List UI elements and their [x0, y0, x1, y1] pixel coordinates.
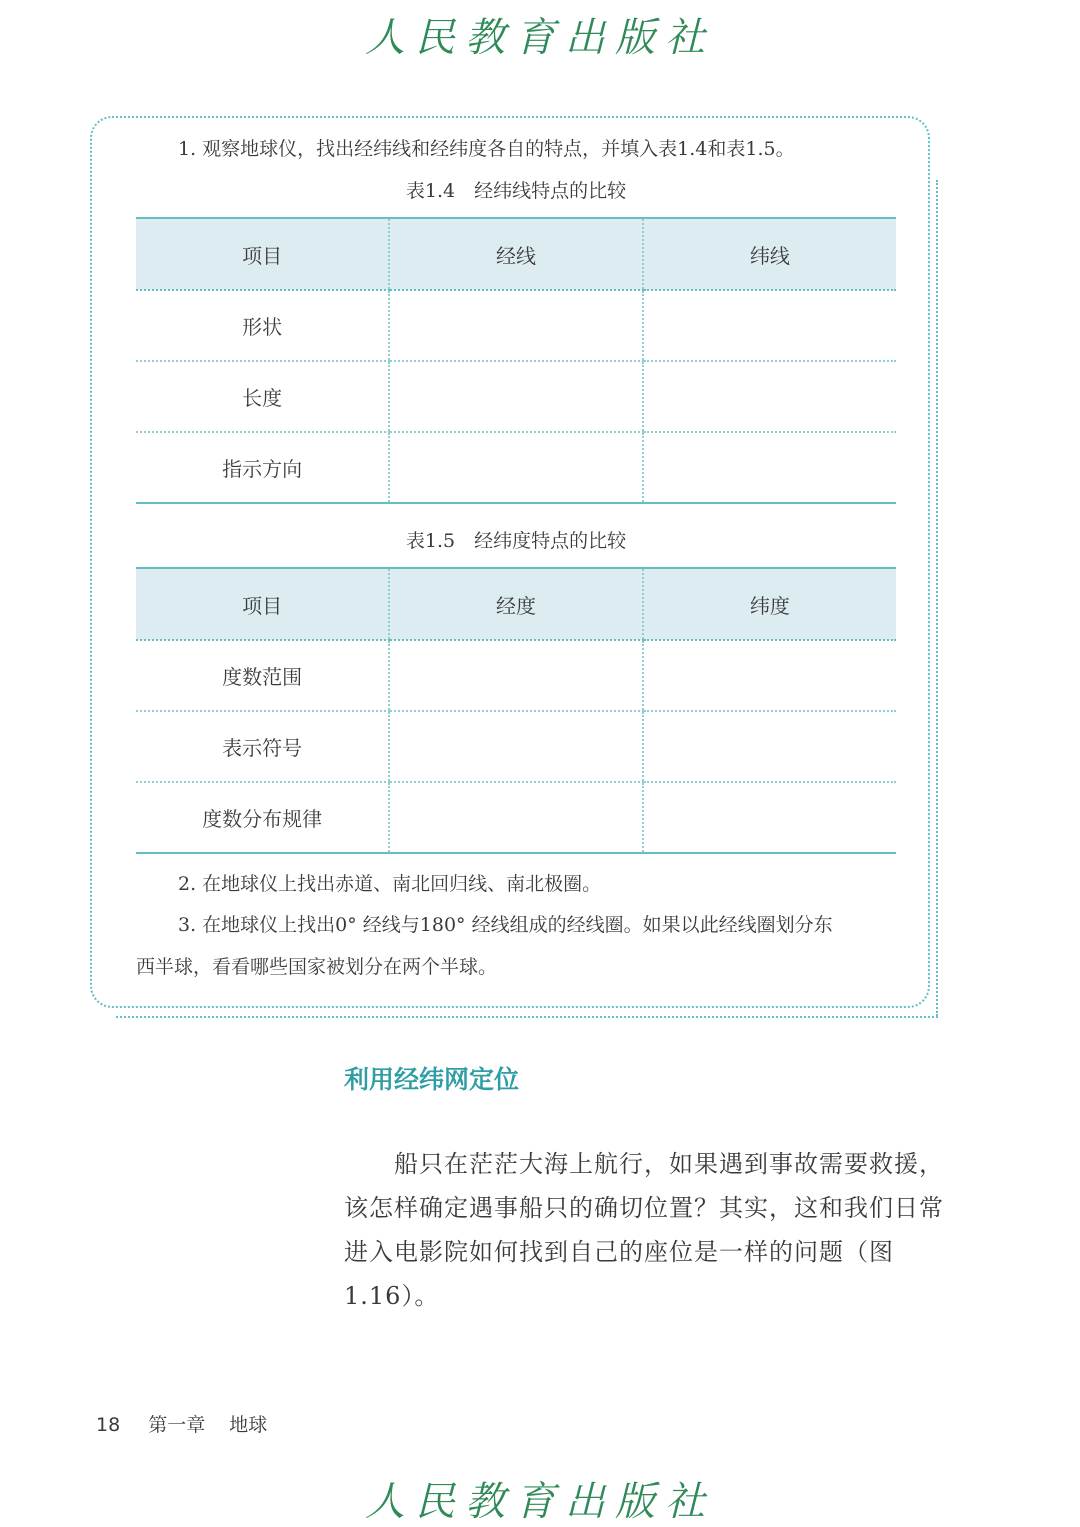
table-header-row — [136, 568, 896, 640]
blank-cell — [643, 711, 896, 782]
publisher-watermark-top: 人民教育出版社 — [365, 15, 715, 61]
blank-cell — [389, 290, 642, 361]
blank-cell — [643, 432, 896, 503]
page-number: 18 — [96, 1414, 121, 1436]
row-label: 长度 — [136, 361, 389, 432]
table-header-cell: 项目 — [136, 568, 389, 640]
blank-cell — [643, 782, 896, 853]
table-header-cell: 项目 — [136, 218, 389, 290]
activity-step-1: 1. 观察地球仪，找出经纬线和经纬度各自的特点，并填入表1.4和表1.5。 — [178, 138, 795, 160]
table-1-4 — [136, 217, 896, 504]
activity-step-3-line-2: 西半球，看看哪些国家被划分在两个半球。 — [136, 956, 498, 978]
row-label: 指示方向 — [136, 432, 389, 503]
table-header-cell: 纬线 — [643, 218, 896, 290]
table-row — [136, 290, 896, 361]
row-label: 表示符号 — [136, 711, 389, 782]
table-row — [136, 711, 896, 782]
table-header-cell: 经度 — [389, 568, 642, 640]
blank-cell — [389, 711, 642, 782]
chapter-title: 地球 — [229, 1414, 268, 1436]
table-1-5-caption: 表1.5 经纬度特点的比较 — [405, 530, 627, 552]
table-row — [136, 640, 896, 711]
activity-step-3-line-1: 3. 在地球仪上找出0° 经线与180° 经线组成的经线圈。如果以此经线圈划分东 — [178, 914, 833, 936]
blank-cell — [643, 640, 896, 711]
table-1-5 — [136, 567, 896, 854]
row-label: 度数分布规律 — [136, 782, 389, 853]
blank-cell — [389, 640, 642, 711]
blank-cell — [643, 290, 896, 361]
blank-cell — [389, 782, 642, 853]
publisher-watermark-bottom: 人民教育出版社 — [365, 1479, 715, 1525]
chapter-label: 第一章 — [148, 1414, 206, 1436]
row-label: 度数范围 — [136, 640, 389, 711]
table-1-4-caption: 表1.4 经纬线特点的比较 — [405, 180, 627, 202]
table-row — [136, 432, 896, 503]
activity-step-2: 2. 在地球仪上找出赤道、南北回归线、南北极圈。 — [178, 873, 602, 895]
table-header-cell: 经线 — [389, 218, 642, 290]
table-header-cell: 纬度 — [643, 568, 896, 640]
page-footer — [96, 1410, 267, 1437]
activity-box-shadow-bottom — [116, 1016, 938, 1018]
table-row — [136, 361, 896, 432]
section-heading: 利用经纬网定位 — [344, 1065, 520, 1094]
table-row — [136, 782, 896, 853]
body-paragraph: 船只在茫茫大海上航行，如果遇到事故需要救援，该怎样确定遇事船只的确切位置？其实，这和我们日常进入电影院如何找到自己的座位是一样的问题（图1.16）。 — [344, 1150, 944, 1310]
activity-box-shadow-right — [936, 180, 938, 1016]
blank-cell — [389, 432, 642, 503]
blank-cell — [643, 361, 896, 432]
row-label: 形状 — [136, 290, 389, 361]
table-header-row — [136, 218, 896, 290]
blank-cell — [389, 361, 642, 432]
